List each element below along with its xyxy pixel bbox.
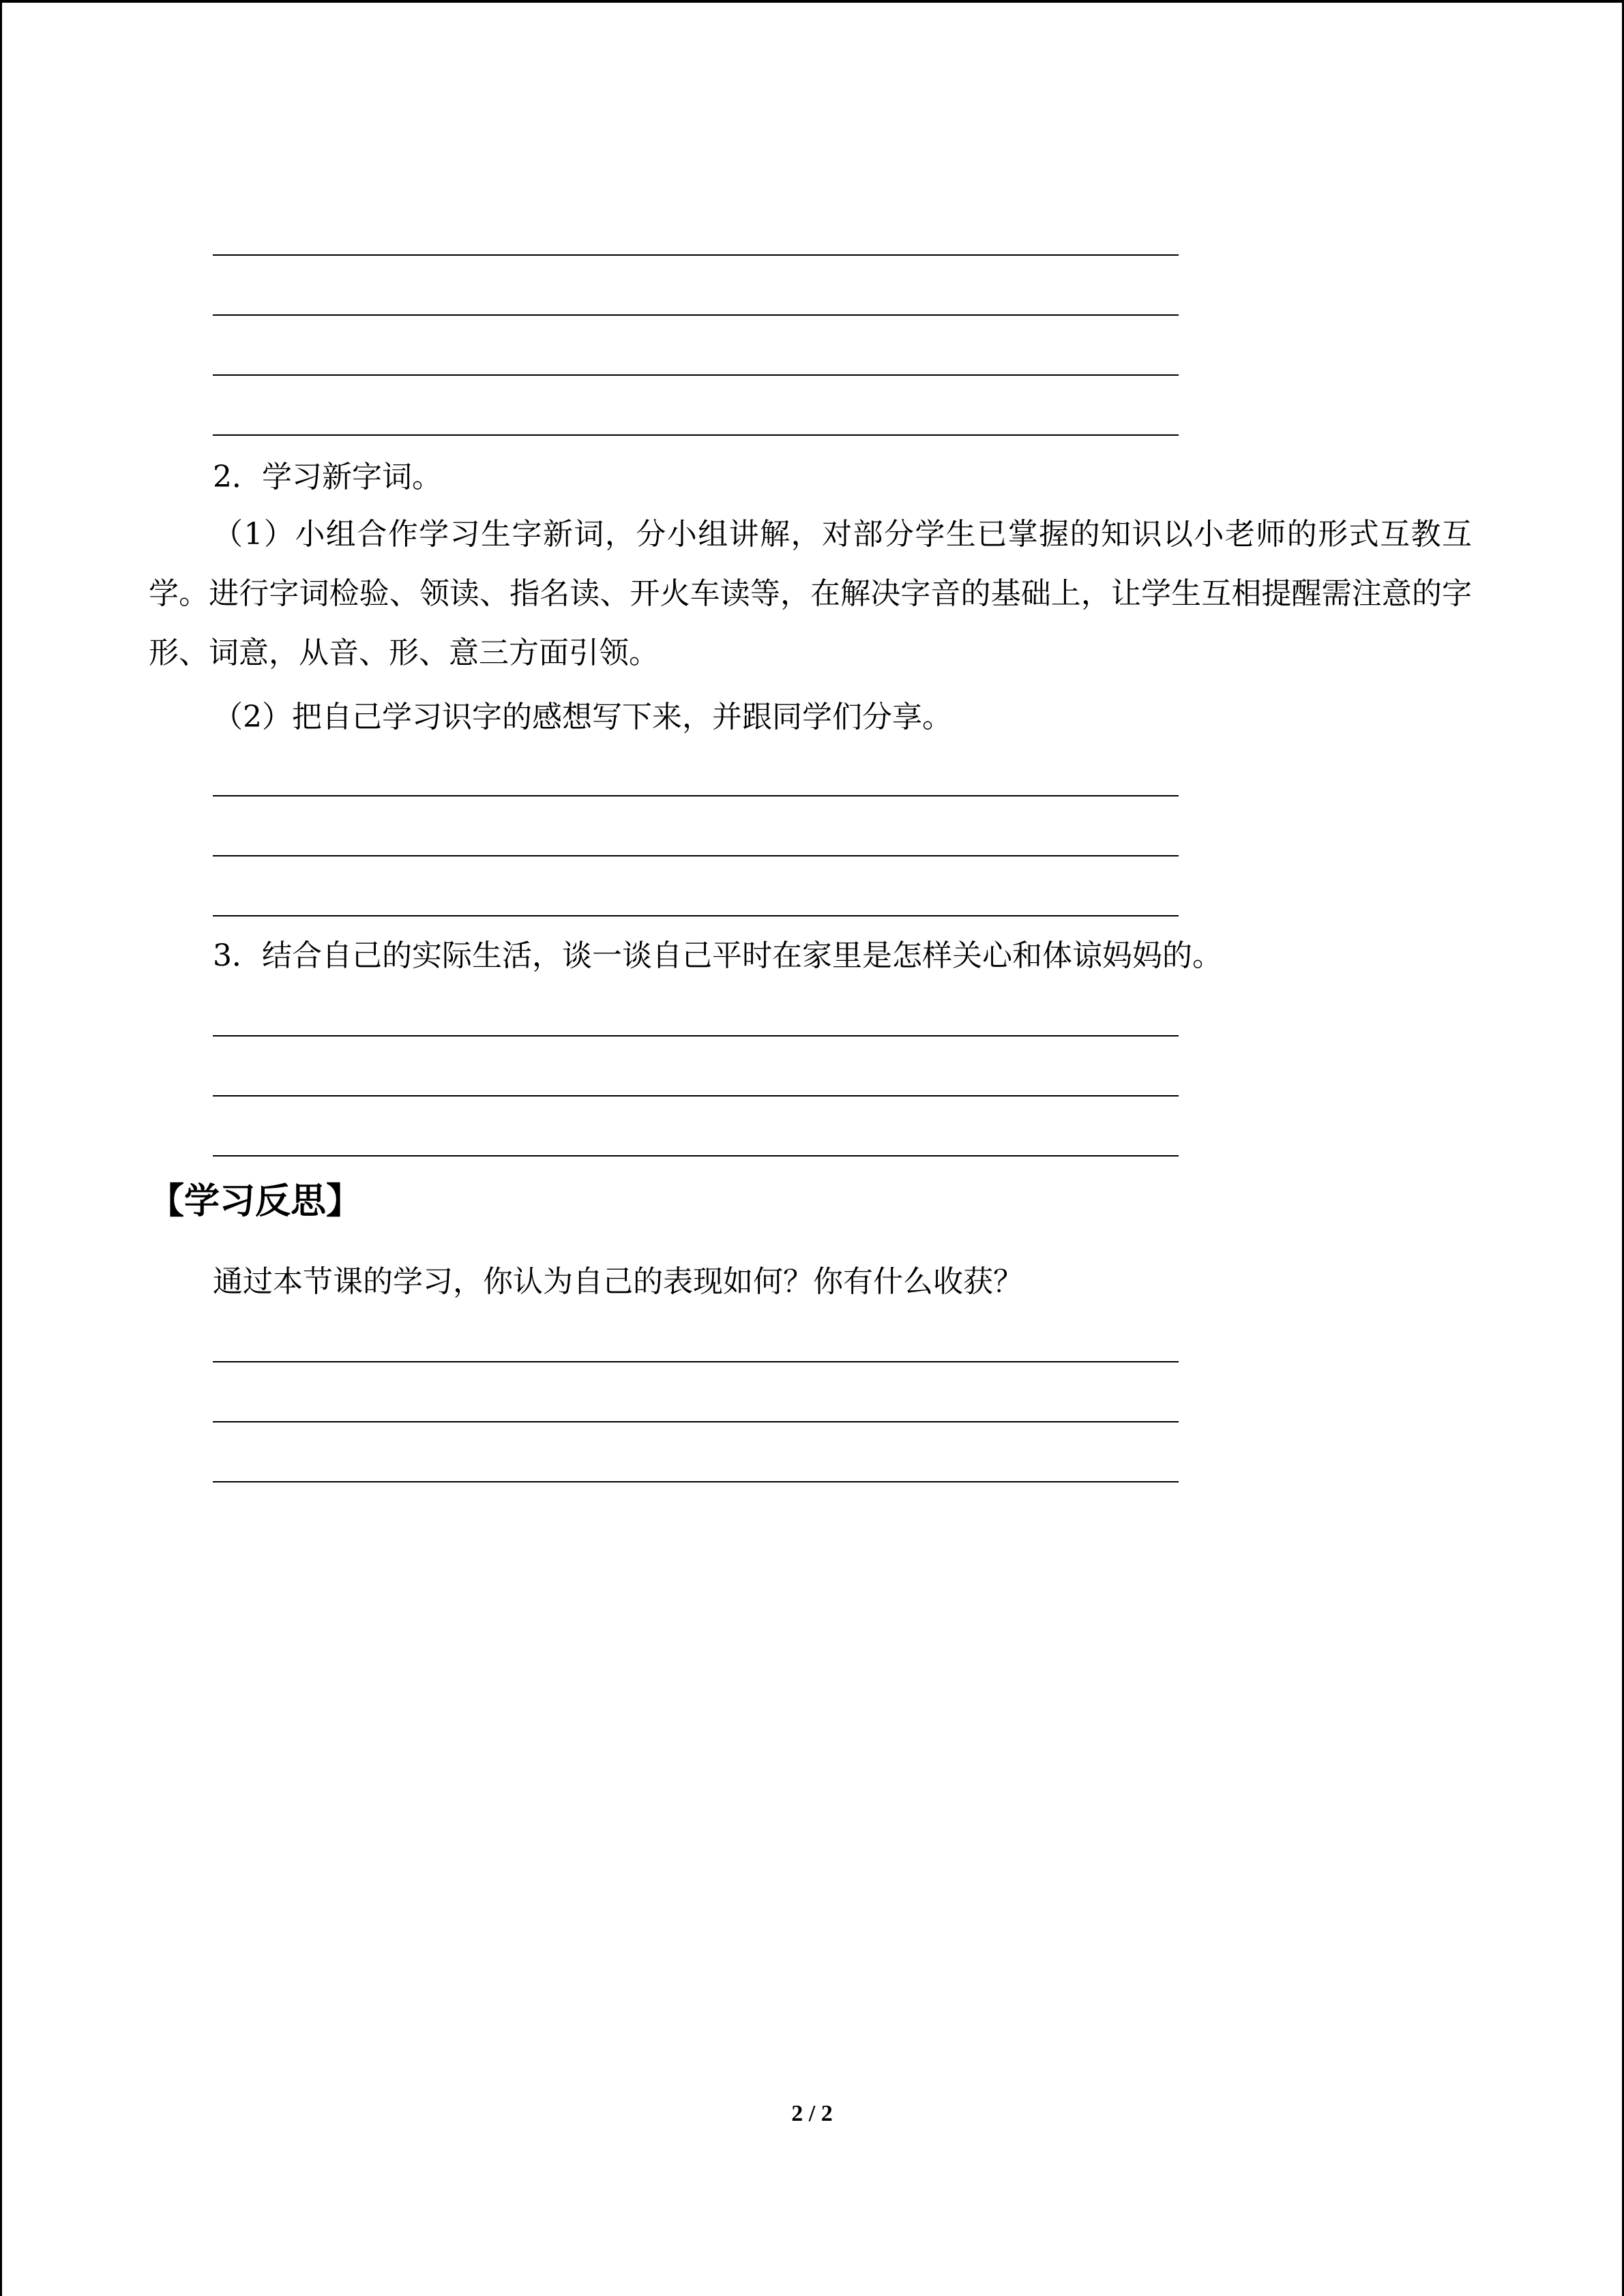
- section-2-paragraph-1: （1）小组合作学习生字新词，分小组讲解，对部分学生已掌握的知识以小老师的形式互教互学。进行字词检验、领读、指名读、开火车读等，在解决字音的基础上，让学生互相提醒需注意的字形、词意，从音、形、意三方面引领。: [149, 517, 1472, 670]
- answer-line[interactable]: [213, 1095, 1179, 1097]
- page-border-top: [0, 0, 1624, 3]
- answer-line[interactable]: [213, 1035, 1179, 1037]
- answer-line[interactable]: [213, 1421, 1179, 1422]
- answer-line[interactable]: [213, 254, 1179, 256]
- page-number: 2 / 2: [791, 2101, 833, 2126]
- answer-line[interactable]: [213, 915, 1179, 916]
- section-3-title: 3．结合自己的实际生活，谈一谈自己平时在家里是怎样关心和体谅妈妈的。: [213, 938, 1222, 973]
- answer-line[interactable]: [213, 795, 1179, 796]
- page-border-left: [0, 0, 2, 2296]
- answer-line[interactable]: [213, 1155, 1179, 1157]
- reflection-heading: 【学习反思】: [149, 1181, 362, 1222]
- section-2-paragraph-2: （2）把自己学习识字的感想写下来，并跟同学们分享。: [213, 700, 952, 734]
- reflection-prompt: 通过本节课的学习，你认为自己的表现如何？你有什么收获？: [213, 1264, 1023, 1299]
- section-2-title: 2．学习新字词。: [213, 460, 442, 494]
- answer-line[interactable]: [213, 855, 1179, 856]
- answer-line[interactable]: [213, 374, 1179, 376]
- answer-line[interactable]: [213, 434, 1179, 436]
- answer-line[interactable]: [213, 314, 1179, 316]
- answer-line[interactable]: [213, 1361, 1179, 1362]
- answer-line[interactable]: [213, 1481, 1179, 1482]
